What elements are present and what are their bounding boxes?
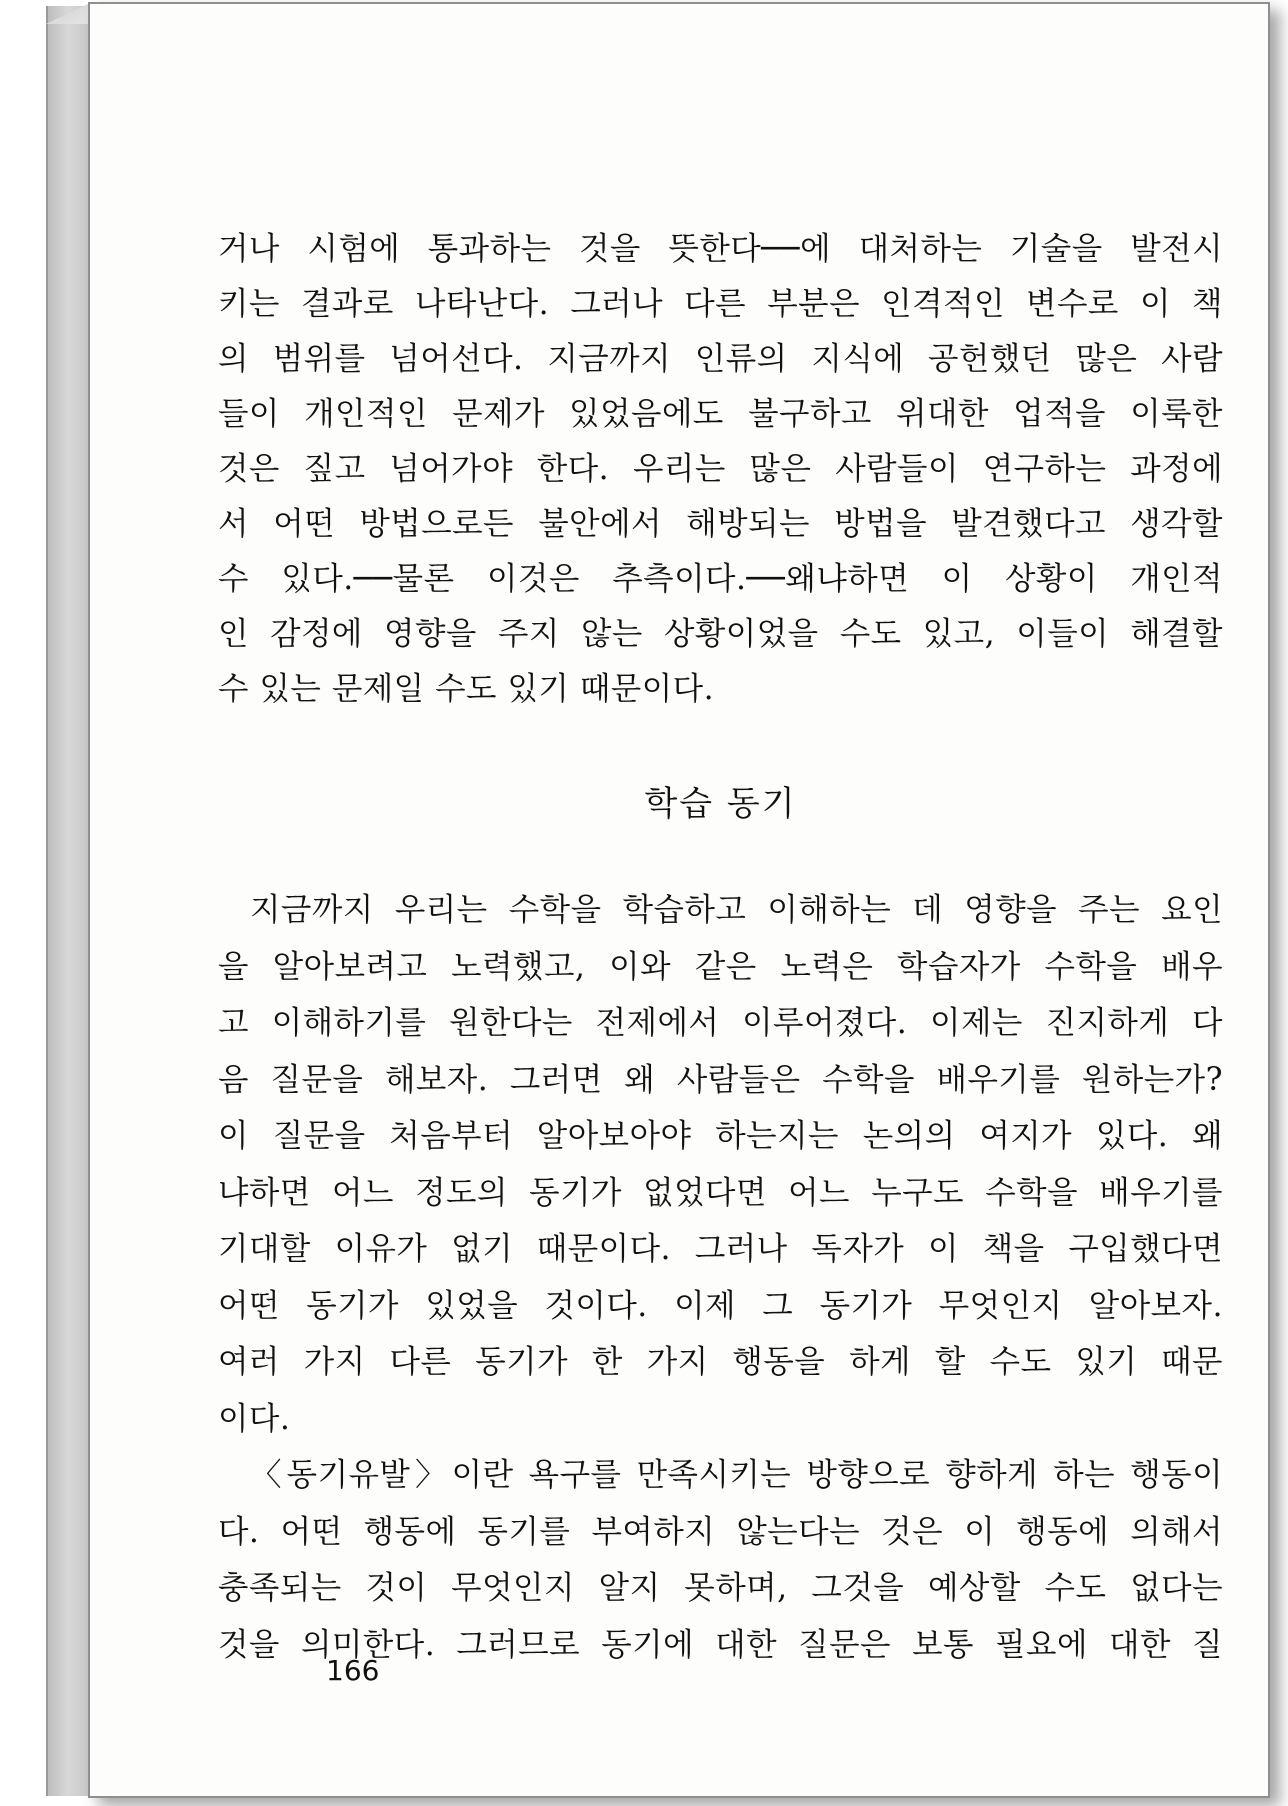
text-line: 수 있는 문제일 수도 있기 때문이다.: [218, 671, 715, 707]
text-line: 다. 어떤 행동에 동기를 부여하지 않는다는 것은 이 행동에 의해서: [218, 1513, 1223, 1550]
book-spine: [46, 6, 92, 1796]
text-line: 것은 짚고 넘어가야 한다. 우리는 많은 사람들이 연구하는 과정에: [218, 451, 1223, 487]
text-line: 여러 가지 다른 동기가 한 가지 행동을 하게 할 수도 있기 때문: [218, 1344, 1223, 1380]
text-line: 거나 시험에 통과하는 것을 뜻한다──에 대처하는 기술을 발전시: [218, 231, 1223, 267]
text-line: 키는 결과로 나타난다. 그러나 다른 부분은 인격적인 변수로 이 책: [218, 286, 1223, 322]
text-line: 것을 의미한다. 그러므로 동기에 대한 질문은 보통 필요에 대한 질: [218, 1626, 1223, 1663]
text-line: 충족되는 것이 무엇인지 알지 못하며, 그것을 예상할 수도 없다는: [218, 1570, 1223, 1606]
section-heading: 학습 동기: [644, 784, 797, 824]
text-line: 의 범위를 넘어선다. 지금까지 인류의 지식에 공헌했던 많은 사람: [218, 341, 1223, 377]
text-line: 이다.: [218, 1400, 291, 1437]
book-page: [88, 2, 1270, 1798]
text-line: 을 알아보려고 노력했고, 이와 같은 노력은 학습자가 수학을 배우: [218, 948, 1223, 985]
text-line: 인 감정에 영향을 주지 않는 상황이었을 수도 있고, 이들이 해결할: [218, 616, 1223, 652]
text-line: 지금까지 우리는 수학을 학습하고 이해하는 데 영향을 주는 요인: [250, 892, 1223, 928]
text-line: 들이 개인적인 문제가 있었음에도 불구하고 위대한 업적을 이룩한: [218, 396, 1223, 432]
text-line: 이 질문을 처음부터 알아보아야 하는지는 논의의 여지가 있다. 왜: [218, 1118, 1223, 1154]
page-number: 166: [326, 1654, 380, 1687]
text-line: 〈동기유발〉이란 욕구를 만족시키는 방향으로 향하게 하는 행동이: [250, 1457, 1223, 1493]
text-line: 음 질문을 해보자. 그러면 왜 사람들은 수학을 배우기를 원하는가?: [218, 1061, 1223, 1098]
text-line: 어떤 동기가 있었을 것이다. 이제 그 동기가 무엇인지 알아보자.: [218, 1287, 1223, 1324]
paragraph-top: [218, 222, 1223, 717]
text-line: 냐하면 어느 정도의 동기가 없었다면 어느 누구도 수학을 배우기를: [218, 1174, 1223, 1211]
text-line: 기대할 이유가 없기 때문이다. 그러나 독자가 이 책을 구입했다면: [218, 1231, 1223, 1267]
section-body: [218, 882, 1223, 1673]
text-line: 수 있다.──물론 이것은 추측이다.──왜냐하면 이 상황이 개인적: [218, 561, 1223, 597]
text-line: 서 어떤 방법으로든 불안에서 해방되는 방법을 발견했다고 생각할: [218, 506, 1223, 542]
text-line: 고 이해하기를 원한다는 전제에서 이루어졌다. 이제는 진지하게 다: [218, 1005, 1223, 1041]
